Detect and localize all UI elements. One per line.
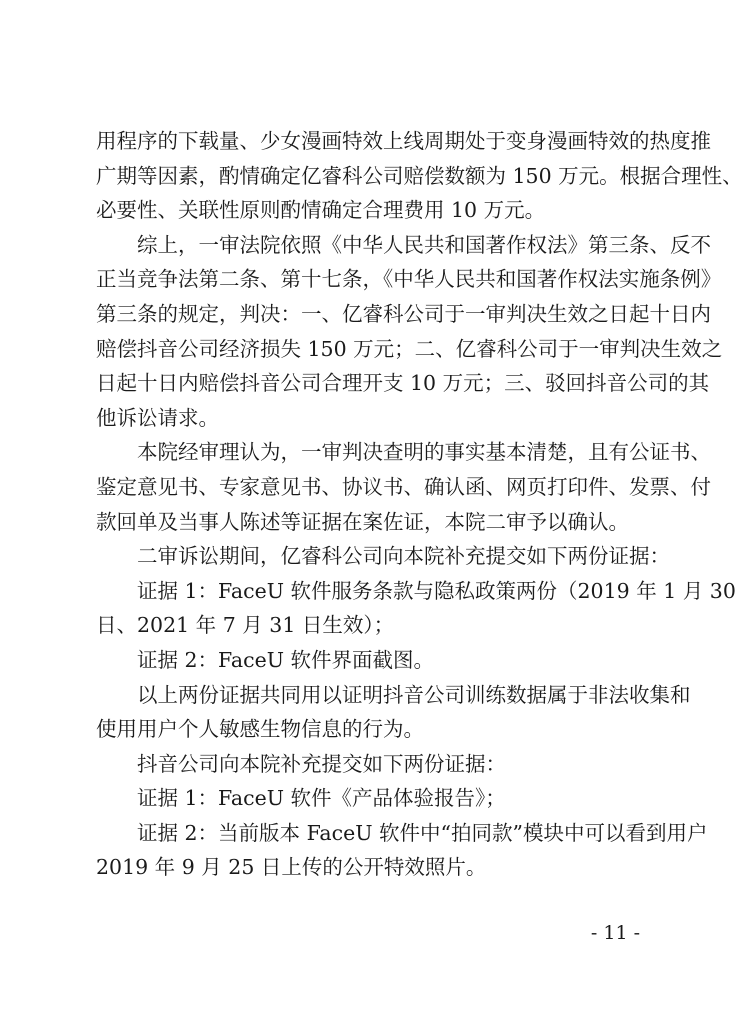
text-line: 他诉讼请求。 bbox=[96, 405, 219, 430]
text-line: 第三条的规定，判决：一、亿睿科公司于一审判决生效之日起十日内 bbox=[96, 301, 711, 326]
text-line: 2019 年 9 月 25 日上传的公开特效照片。 bbox=[96, 855, 487, 880]
text-line: 款回单及当事人陈述等证据在案佐证，本院二审予以确认。 bbox=[96, 509, 629, 534]
text-line: 证据 2：FaceU 软件界面截图。 bbox=[96, 647, 435, 672]
text-line: 证据 2：当前版本 FaceU 软件中“拍同款”模块中可以看到用户 bbox=[96, 820, 708, 845]
text-line: 必要性、关联性原则酌情确定合理费用 10 万元。 bbox=[96, 198, 546, 223]
text-line: 抖音公司向本院补充提交如下两份证据： bbox=[96, 751, 506, 776]
text-line: 日起十日内赔偿抖音公司合理开支 10 万元；三、驳回抖音公司的其 bbox=[96, 371, 710, 396]
text-line: 广期等因素，酌情确定亿睿科公司赔偿数额为 150 万元。根据合理性、 bbox=[96, 163, 743, 188]
text-line: 使用用户个人敏感生物信息的行为。 bbox=[96, 717, 424, 742]
text-line: 本院经审理认为，一审判决查明的事实基本清楚，且有公证书、 bbox=[96, 440, 711, 465]
text-line: 二审诉讼期间，亿睿科公司向本院补充提交如下两份证据： bbox=[96, 544, 670, 569]
text-line: 日、2021 年 7 月 31 日生效）； bbox=[96, 613, 395, 638]
page-number: - 11 - bbox=[590, 922, 640, 944]
text-line: 证据 1：FaceU 软件《产品体验报告》； bbox=[96, 786, 506, 811]
text-line: 以上两份证据共同用以证明抖音公司训练数据属于非法收集和 bbox=[96, 682, 691, 707]
text-line: 赔偿抖音公司经济损失 150 万元；二、亿睿科公司于一审判决生效之 bbox=[96, 336, 723, 361]
text-line: 综上，一审法院依照《中华人民共和国著作权法》第三条、反不 bbox=[96, 232, 711, 257]
text-line: 正当竞争法第二条、第十七条，《中华人民共和国著作权法实施条例》 bbox=[96, 267, 722, 292]
text-line: 用程序的下载量、少女漫画特效上线周期处于变身漫画特效的热度推 bbox=[96, 129, 711, 153]
document-body bbox=[96, 124, 743, 885]
text-line: 证据 1：FaceU 软件服务条款与隐私政策两份（2019 年 1 月 30 bbox=[96, 578, 736, 603]
text-line: 鉴定意见书、专家意见书、协议书、确认函、网页打印件、发票、付 bbox=[96, 474, 711, 499]
